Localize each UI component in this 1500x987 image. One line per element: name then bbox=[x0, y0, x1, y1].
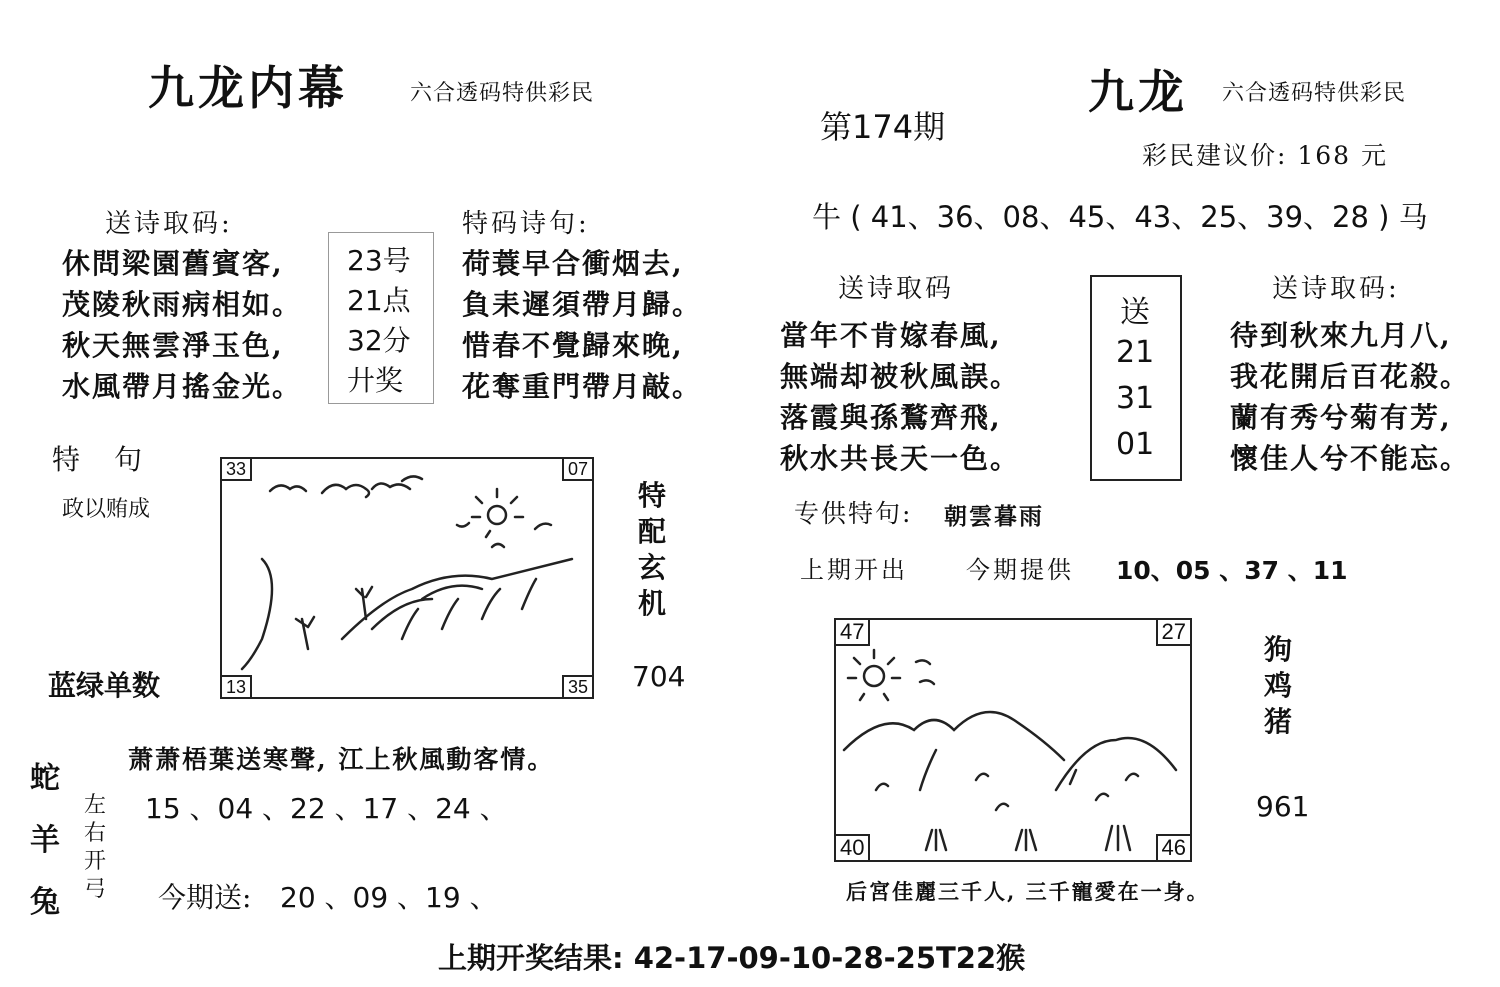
left-special-poem-line-4: 花奪重門帶月敲。 bbox=[462, 370, 703, 403]
left-vertical-hint-1: 特 bbox=[638, 479, 667, 512]
left-send-poem-line-4: 水風帶月搖金光。 bbox=[62, 370, 303, 403]
right-animals-vertical bbox=[1264, 632, 1292, 740]
right-send-poem-left-line-4: 秋水共長天一色。 bbox=[780, 442, 1021, 475]
right-price: 彩民建议价: 168 元 bbox=[1142, 141, 1389, 170]
right-send-poem-right-line-4: 懷佳人兮不能忘。 bbox=[1230, 442, 1471, 475]
right-animal-3: 猪 bbox=[1264, 705, 1293, 738]
right-corner-tl: 47 bbox=[834, 618, 870, 646]
left-animal-1: 蛇 bbox=[30, 761, 60, 796]
left-middle-box-2: 21点 bbox=[347, 284, 411, 317]
left-title: 九龙内幕 bbox=[148, 61, 348, 115]
left-landscape-sketch bbox=[222, 459, 592, 697]
right-picture-frame bbox=[834, 618, 1192, 862]
left-middle-box-4: 廾奖 bbox=[347, 364, 404, 397]
right-animal-2: 鸡 bbox=[1264, 669, 1293, 702]
right-hint-number: 961 bbox=[1256, 790, 1310, 823]
right-subtitle: 六合透码特供彩民 bbox=[1222, 81, 1407, 106]
left-special-poem-head: 特码诗句: bbox=[462, 209, 590, 239]
left-vertical-hint bbox=[638, 478, 666, 622]
left-special-poem-line-2: 負耒遲須帶月歸。 bbox=[462, 288, 703, 321]
right-corner-bl: 40 bbox=[834, 834, 870, 862]
left-corner-tr: 07 bbox=[562, 457, 594, 481]
left-vertical-hint-4: 机 bbox=[638, 587, 667, 620]
left-special-poem-line-3: 惜春不覺歸來晚, bbox=[462, 329, 684, 362]
right-special-phrase: 朝雲暮雨 bbox=[944, 503, 1044, 530]
right-send-poem-head-left: 送诗取码 bbox=[838, 274, 955, 304]
left-special-phrase: 政以贿成 bbox=[62, 497, 151, 522]
left-special-poem-line-1: 荷蓑早合衝烟去, bbox=[462, 247, 684, 280]
left-poem-couplet: 萧萧梧葉送寒聲, 江上秋風動客情。 bbox=[128, 745, 555, 774]
left-corner-br: 35 bbox=[562, 675, 594, 699]
right-middle-box-2: 21 bbox=[1116, 335, 1155, 370]
right-issue: 第174期 bbox=[820, 108, 946, 146]
right-corner-br: 46 bbox=[1156, 834, 1192, 862]
right-send-poem-left-line-3: 落霞與孫鶩齊飛, bbox=[780, 401, 1002, 434]
left-send-poem-line-2: 茂陵秋雨病相如。 bbox=[62, 288, 303, 321]
right-special-phrase-label: 专供特句: bbox=[794, 499, 913, 528]
left-send-poem-head: 送诗取码: bbox=[105, 209, 233, 239]
right-last-issue-label: 上期开出 bbox=[800, 556, 908, 584]
right-send-poem-left-line-2: 無端却被秋風誤。 bbox=[780, 360, 1021, 393]
right-send-poem-right-line-3: 蘭有秀兮菊有芳, bbox=[1230, 401, 1452, 434]
left-send-poem-line-3: 秋天無雲淨玉色, bbox=[62, 329, 284, 362]
left-animal-2: 羊 bbox=[30, 823, 60, 858]
right-middle-box-1: 送 bbox=[1120, 295, 1150, 330]
left-open-label-3: 开 bbox=[84, 849, 107, 874]
left-corner-bl: 13 bbox=[220, 675, 252, 699]
right-middle-box-4: 01 bbox=[1116, 427, 1155, 462]
right-send-poem-right-line-2: 我花開后百花殺。 bbox=[1230, 360, 1471, 393]
left-hint-number: 704 bbox=[632, 660, 686, 693]
left-vertical-hint-2: 配 bbox=[638, 515, 667, 548]
right-middle-box bbox=[1090, 275, 1182, 481]
right-send-poem-head-right: 送诗取码: bbox=[1272, 274, 1400, 304]
left-hint-label: 蓝绿单数 bbox=[48, 669, 161, 702]
right-this-issue-label: 今期提供 bbox=[966, 556, 1074, 584]
left-open-label-2: 右 bbox=[84, 821, 107, 846]
right-cow-horse: 牛 ( 41、36、08、45、43、25、39、28 ) 马 bbox=[812, 200, 1428, 234]
right-animal-1: 狗 bbox=[1264, 633, 1293, 666]
right-send-poem-left-line-1: 當年不肯嫁春風, bbox=[780, 319, 1002, 352]
left-send-now-numbers: 20 、09 、19 、 bbox=[280, 881, 498, 914]
left-middle-box-3: 32分 bbox=[347, 324, 411, 357]
left-open-label-4: 弓 bbox=[84, 877, 107, 902]
left-open-label-1: 左 bbox=[84, 793, 107, 818]
right-corner-tr: 27 bbox=[1156, 618, 1192, 646]
left-open-label-vertical bbox=[84, 792, 106, 904]
right-this-issue-numbers: 10、05 、37 、11 bbox=[1116, 556, 1348, 585]
right-send-poem-right-line-1: 待到秋來九月八, bbox=[1230, 319, 1452, 352]
footer-result: 上期开奖结果: 42-17-09-10-28-25T22猴 bbox=[438, 941, 1026, 975]
left-subtitle: 六合透码特供彩民 bbox=[410, 81, 595, 106]
left-send-now-label: 今期送: bbox=[158, 881, 252, 914]
left-animals-vertical bbox=[30, 748, 60, 934]
left-vertical-hint-3: 玄 bbox=[638, 551, 667, 584]
left-middle-box bbox=[328, 232, 434, 404]
right-title: 九龙 bbox=[1088, 65, 1188, 119]
left-middle-box-1: 23号 bbox=[347, 244, 411, 277]
left-animal-3: 兔 bbox=[30, 885, 60, 920]
left-corner-tl: 33 bbox=[220, 457, 252, 481]
left-special-phrase-label: 特 句 bbox=[52, 443, 146, 476]
right-middle-box-3: 31 bbox=[1116, 381, 1155, 416]
left-numbers-row: 15 、04 、22 、17 、24 、 bbox=[145, 792, 508, 825]
left-picture-frame bbox=[220, 457, 594, 699]
right-landscape-sketch bbox=[836, 620, 1190, 860]
left-send-poem-line-1: 休問梁園舊賓客, bbox=[62, 247, 284, 280]
right-caption: 后宮佳麗三千人, 三千寵愛在一身。 bbox=[846, 879, 1210, 904]
